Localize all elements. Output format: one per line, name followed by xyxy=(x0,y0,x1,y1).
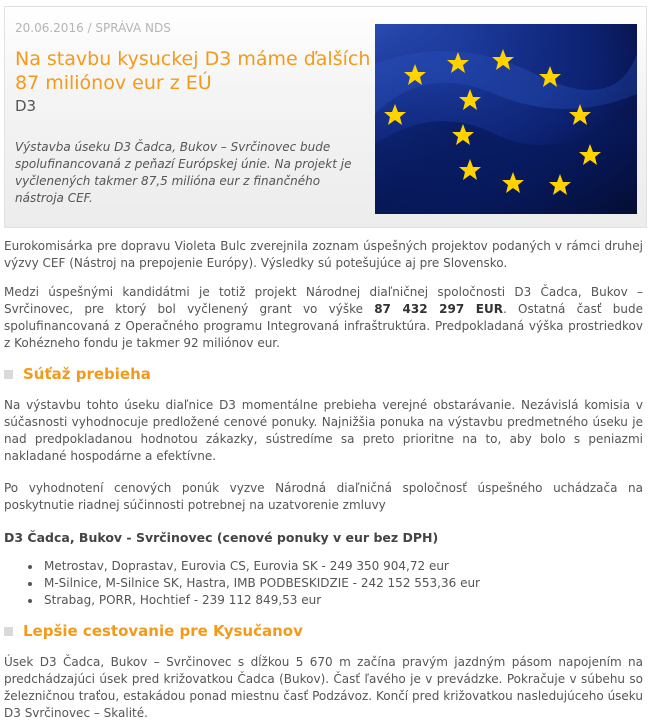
paragraph-intro: Eurokomisárka pre dopravu Violeta Bulc zverejnila zoznam úspešných projektov podaných v rámci druhej výzvy CEF (Nástroj na prepojenie Európy). Výsledky sú potešujúce aj pre Slovensko. xyxy=(4,239,643,270)
article-subtitle: D3 xyxy=(15,97,37,115)
offer-text: Strabag, PORR, Hochtief - 239 112 849,53 eur xyxy=(44,593,322,607)
offers-heading: D3 Čadca, Bukov - Svrčinovec (cenové ponuky v eur bez DPH) xyxy=(4,530,439,545)
section-heading-travel xyxy=(4,623,643,640)
article-date: 20.06.2016 xyxy=(15,21,84,35)
bullet-dot-icon xyxy=(28,565,32,569)
article-meta xyxy=(15,21,171,35)
section-heading-label: Lepšie cestovanie pre Kysučanov xyxy=(23,622,303,640)
eu-flag-image xyxy=(375,24,637,214)
list-item xyxy=(22,592,643,609)
meta-separator: / xyxy=(83,21,96,35)
paragraph-tender: Na výstavbu tohto úseku diaľnice D3 momentálne prebieha verejné obstarávanie. Nezávislá komisia v súčasnosti vyhodnocuje predložené cenové ponuky. Najnižšia ponuka na výstavbu predmetného úseku je nad predpokladanou hodnotou zákazky, sústredíme sa preto prioritne na to, aby bolo s peniazmi nakladané hospodárne a efektívne. xyxy=(4,398,643,463)
section-heading-label: Súťaž prebieha xyxy=(23,365,151,383)
offers-list xyxy=(22,558,643,609)
grant-text-after: . Ostatná časť bude spolufinancovaná z Operačného programu Integrovaná infraštruktúra. Predpokladaná výška prostriedkov z Kohézneho fondu je takmer 92 miliónov eur. xyxy=(4,302,643,350)
article-title: Na stavbu kysuckej D3 máme ďalších 87 miliónov eur z EÚ xyxy=(15,48,371,94)
category-link[interactable]: SPRÁVA NDS xyxy=(95,21,171,35)
grant-amount: 87 432 297 EUR xyxy=(374,302,503,316)
bullet-dot-icon xyxy=(28,599,32,603)
article-lead: Výstavba úseku D3 Čadca, Bukov – Svrčinovec bude spolufinancovaná z peňazí Európskej únie. Na projekt je vyčlenených takmer 87,5 milióna eur z finančného nástroja CEF. xyxy=(15,140,352,205)
article-body xyxy=(4,238,643,722)
paragraph-grant xyxy=(4,284,643,352)
list-item xyxy=(22,558,643,575)
bullet-dot-icon xyxy=(28,582,32,586)
paragraph-evaluation: Po vyhodnotení cenových ponúk vyzve Národná diaľničná spoločnosť úspešného uchádzača na poskytnutie riadnej súčinnosti potrebnej na uzatvorenie zmluvy xyxy=(4,481,643,512)
eu-flag-graphic xyxy=(375,24,637,214)
list-item xyxy=(22,575,643,592)
section-heading-tender xyxy=(4,366,643,383)
offer-text: M-Silnice, M-Silnice SK, Hastra, IMB PODBESKIDZIE - 242 152 553,36 eur xyxy=(44,576,480,590)
offer-text: Metrostav, Doprastav, Eurovia CS, Eurovia SK - 249 350 904,72 eur xyxy=(44,559,449,573)
article-header xyxy=(4,6,647,228)
square-bullet-icon xyxy=(4,627,13,636)
square-bullet-icon xyxy=(4,370,13,379)
grant-text-before: Medzi úspešnými kandidátmi je totiž projekt Národnej diaľničnej spoločnosti D3 Čadca, Bukov – Svrčinovec, pre ktorý bol vyčlenený grant vo výške xyxy=(4,285,643,316)
paragraph-route: Úsek D3 Čadca, Bukov – Svrčinovec s dĺžkou 5 670 m začína pravým jazdným pásom napojením na predchádzajúci úsek pred križovatkou Čadca (Bukov). Časť ľavého je v prevádzke. Pokračuje v súbehu so železničnou traťou, estakádou ponad miestnu časť Podzávoz. Končí pred križovatkou nasledujúceho úseku D3 Svrčinovec – Skalité. xyxy=(4,655,643,720)
